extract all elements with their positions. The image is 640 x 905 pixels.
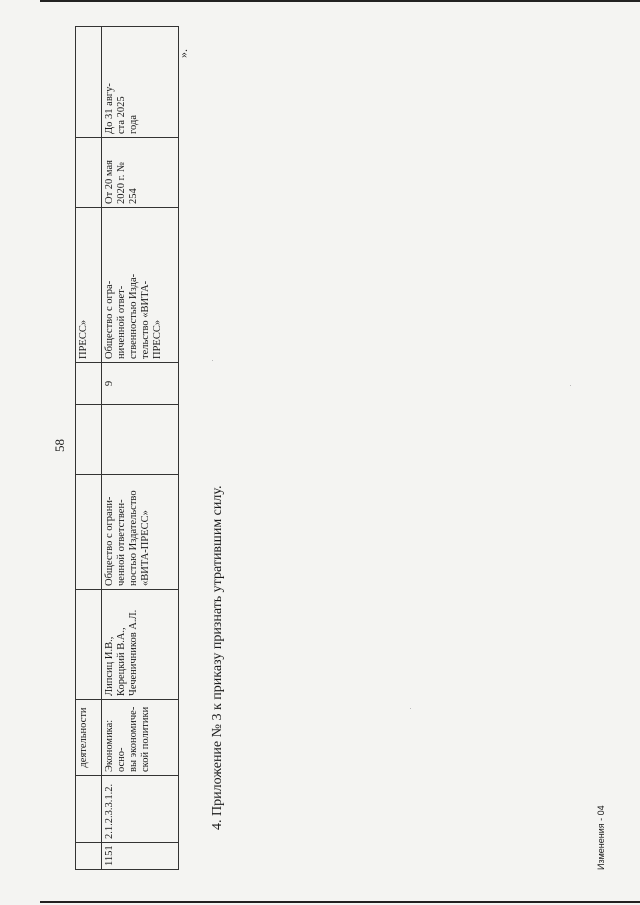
footer-label: Изменения - 04	[596, 805, 606, 870]
table-cell	[76, 405, 102, 475]
scan-edge-top	[40, 0, 640, 10]
table-cell: деятельности	[76, 700, 102, 776]
table-cell	[76, 138, 102, 208]
scan-speck	[570, 385, 571, 386]
table-cell-authors: Липсиц И.В., Корецкий В.А., Чеченичников А.Л.	[102, 590, 179, 700]
table-row-continued	[76, 27, 102, 870]
table-cell-grade: 9	[102, 363, 179, 405]
scan-speck	[410, 708, 411, 709]
scan-edge-bottom	[40, 895, 640, 903]
textbook-table	[75, 26, 179, 870]
table-cell	[76, 363, 102, 405]
closing-quote-mark: ».	[176, 49, 190, 58]
table-cell-publisher: Общество с ограни- ченной ответствен- ностью Издательство «ВИТА-ПРЕСС»	[102, 475, 179, 590]
table-cell-code: 2.1.2.3.3.1.2.	[102, 776, 179, 843]
table-cell-number: 1151	[102, 843, 179, 870]
table-cell	[76, 843, 102, 870]
table-cell-valid-until: До 31 авгу- ста 2025 года	[102, 27, 179, 138]
table-cell	[76, 27, 102, 138]
table-cell	[76, 475, 102, 590]
table-cell	[76, 776, 102, 843]
page-number: 58	[52, 439, 67, 452]
table-cell-order: От 20 мая 2020 г. № 254	[102, 138, 179, 208]
section-heading: 4. Приложение № 3 к приказу признать утратившим силу.	[210, 485, 225, 830]
table-cell-organization: Общество с огра- ниченной ответ- ственностью Изда- тельство «ВИТА- ПРЕСС»	[102, 208, 179, 363]
table-cell-title: Экономика: осно- вы экономиче- ской политики	[102, 700, 179, 776]
scan-speck	[212, 360, 213, 361]
table-cell	[102, 405, 179, 475]
table-cell	[76, 590, 102, 700]
table-row	[102, 27, 179, 870]
table-cell: ПРЕСС»	[76, 208, 102, 363]
